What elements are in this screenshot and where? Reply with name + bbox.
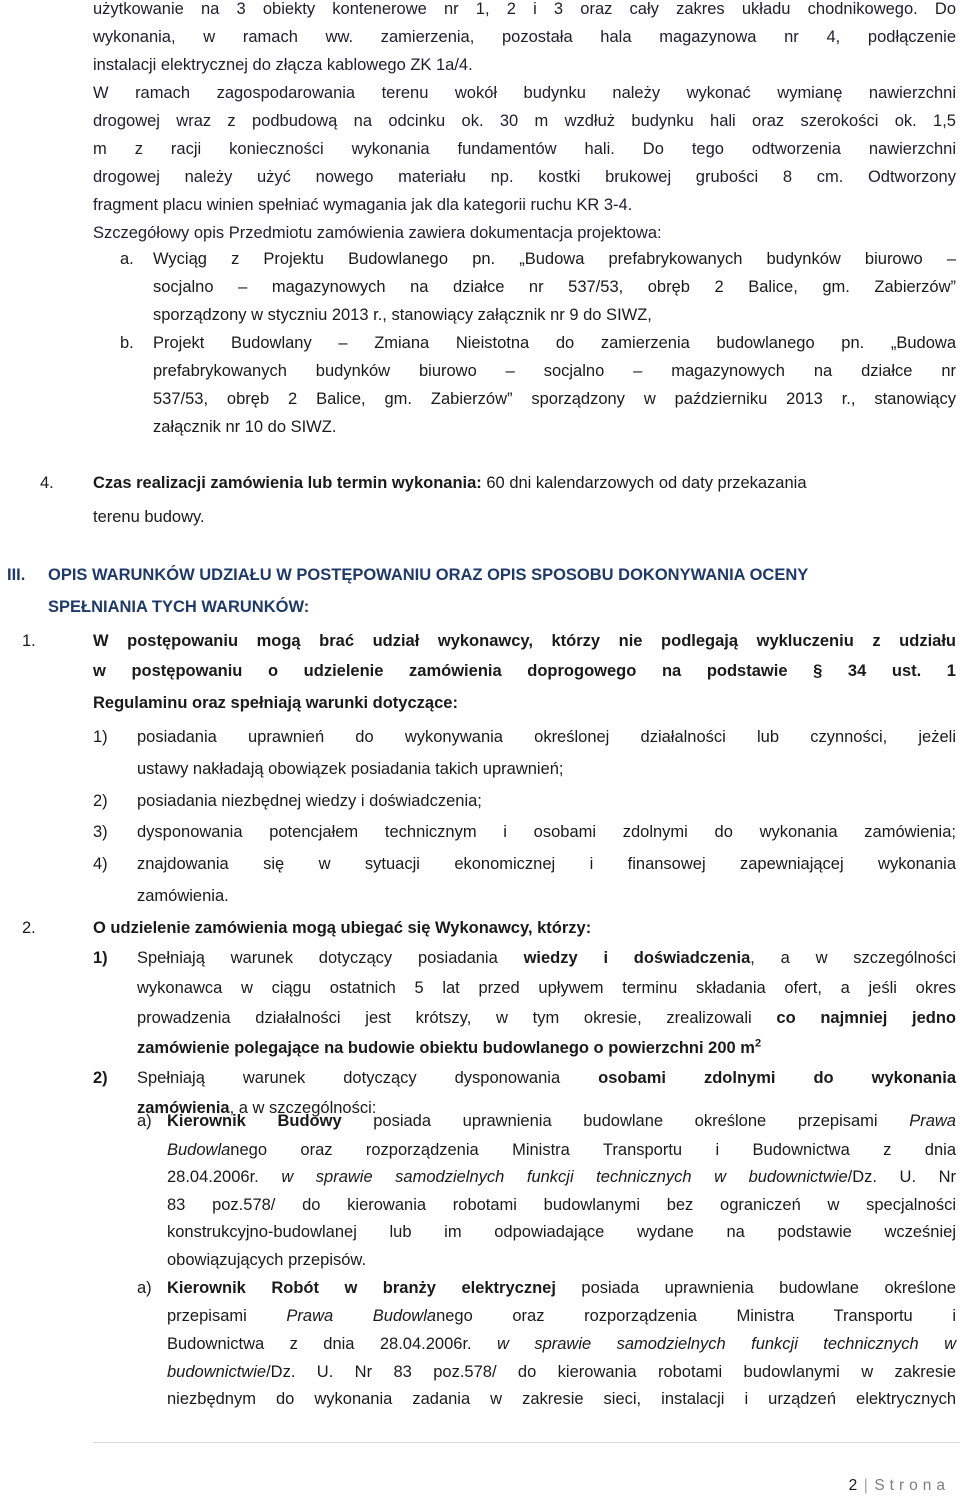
paragraph-line: wykonania, w ramach ww. zamierzenia, pozostała hala magazynowa nr 4, podłączenie xyxy=(93,28,956,46)
text-run: posiada uprawnienia budowlane określone xyxy=(555,1279,956,1297)
condition-line xyxy=(137,945,956,971)
text-run: /Dz. U. Nr 83 poz.578/ do kierowania robotami budowlanymi w zakresie xyxy=(266,1363,956,1381)
sub-item-line: konstrukcyjno-budowlanej lub im odpowiadające wydane na podstawie wcześniej xyxy=(167,1223,956,1241)
paragraph-line: W ramach zagospodarowania terenu wokół budynku należy wykonać wymianę nawierzchni xyxy=(93,84,956,102)
text-run-italic: w sprawie samodzielnych funkcji technicznych w xyxy=(497,1335,956,1353)
item4-text: 60 dni kalendarzowych od daty przekazania xyxy=(481,474,807,492)
text-run: 28.04.2006r. xyxy=(167,1168,282,1186)
text-run: Budownictwa z dnia 28.04.2006r. xyxy=(167,1335,498,1353)
text-run-bold: co najmniej jedno xyxy=(776,1009,956,1027)
item-line: W postępowaniu mogą brać udział wykonawcy, którzy nie podlegają wykluczeniu z udziału xyxy=(93,632,956,650)
list-item-line: dysponowania potencjałem technicznym i osobami zdolnymi do wykonania zamówienia; xyxy=(137,823,956,841)
sub-item-line: niezbędnym do wykonania zadania w zakresie sieci, instalacji i urządzeń elektrycznych xyxy=(167,1390,956,1408)
item-number: 2. xyxy=(22,919,36,937)
item4-line xyxy=(93,470,960,496)
list-item-line: Wyciąg z Projektu Budowlanego pn. „Budowa prefabrykowanych budynków biurowo – xyxy=(153,250,956,268)
list-item-line: zamówienia. xyxy=(137,887,229,905)
paragraph-line: instalacji elektrycznej do złącza kablowego ZK 1a/4. xyxy=(93,56,473,74)
section-title: SPEŁNIANIA TYCH WARUNKÓW: xyxy=(48,598,310,616)
text-run-italic: Prawa xyxy=(909,1112,956,1130)
paragraph-line: użytkowanie na 3 obiekty kontenerowe nr 1, 2 i 3 oraz cały zakres układu chodnikowego. Do xyxy=(93,0,956,18)
paragraph-line: m z racji konieczności wykonania fundamentów hali. Do tego odtworzenia nawierzchni xyxy=(93,140,956,158)
paragraph-line: fragment placu winien spełniać wymagania jak dla kategorii ruchu KR 3-4. xyxy=(93,196,633,214)
text-run: przepisami xyxy=(167,1307,287,1325)
condition-line xyxy=(137,1065,956,1091)
list-item-line: posiadania uprawnień do wykonywania określonej działalności lub czynności, jeżeli xyxy=(137,728,956,746)
list-marker: 1) xyxy=(93,728,108,746)
sub-item-line xyxy=(167,1108,956,1134)
text-run-bold: zamówienia xyxy=(137,1099,230,1117)
list-item-line: załącznik nr 10 do SIWZ. xyxy=(153,418,337,436)
text-run: /Dz. U. Nr xyxy=(847,1168,956,1186)
condition-line: wykonawca w ciągu ostatnich 5 lat przed upływem terminu składania ofert, a jeśli okres xyxy=(137,979,956,997)
list-marker: 1) xyxy=(93,949,108,967)
text-run: nego oraz rozporządzenia Ministra Transportu i Budownictwa z dnia xyxy=(230,1141,956,1159)
sub-item-line xyxy=(167,1164,956,1190)
paragraph-line: drogowej wraz z podbudową na odcinku ok. 30 m wzdłuż budynku hali oraz szerokości ok. 1,5 xyxy=(93,112,956,130)
sub-item-line: obowiązujących przepisów. xyxy=(167,1251,367,1269)
list-marker: a) xyxy=(137,1112,152,1130)
sub-item-line xyxy=(167,1359,956,1385)
text-run-bold: wiedzy i doświadczenia xyxy=(523,949,751,967)
list-item-line: sporządzony w styczniu 2013 r., stanowiący załącznik nr 9 do SIWZ, xyxy=(153,306,652,324)
list-item-line: ustawy nakładają obowiązek posiadania takich uprawnień; xyxy=(137,760,564,778)
page-number: 2 xyxy=(848,1477,858,1494)
text-run-bold: Kierownik Robót w branży elektrycznej xyxy=(167,1279,556,1297)
item-number: 1. xyxy=(22,632,36,650)
footer-page-word: Strona xyxy=(874,1477,950,1494)
text-run: , a w szczególności: xyxy=(229,1099,377,1117)
list-marker: a. xyxy=(120,250,134,268)
paragraph-line: Szczegółowy opis Przedmiotu zamówienia zawiera dokumentacja projektowa: xyxy=(93,224,662,242)
list-marker: a) xyxy=(137,1279,152,1297)
list-item-line: prefabrykowanych budynków biurowo – socjalno – magazynowych na działce nr xyxy=(153,362,956,380)
item4-line: terenu budowy. xyxy=(93,508,205,526)
text-run-italic: budownictwie xyxy=(167,1363,267,1381)
page-footer xyxy=(849,1477,950,1495)
sub-item-line xyxy=(167,1275,956,1301)
item-line: w postępowaniu o udzielenie zamówienia doprogowego na podstawie § 34 ust. 1 xyxy=(93,662,956,680)
text-run-bold: Kierownik Budowy xyxy=(167,1112,342,1130)
item-heading: O udzielenie zamówienia mogą ubiegać się Wykonawcy, którzy: xyxy=(93,919,592,937)
list-item-line: socjalno – magazynowych na działce nr 537/53, obręb 2 Balice, gm. Zabierzów” xyxy=(153,278,956,296)
text-run: Spełniają warunek dotyczący posiadania xyxy=(137,949,524,967)
condition-line xyxy=(137,1035,960,1061)
paragraph-line: drogowej należy użyć nowego materiału np. kostki brukowej grubości 8 cm. Odtworzony xyxy=(93,168,956,186)
item-line: Regulaminu oraz spełniają warunki dotyczące: xyxy=(93,694,458,712)
list-marker: 2) xyxy=(93,792,108,810)
footer-divider xyxy=(93,1442,960,1443)
section-title: OPIS WARUNKÓW UDZIAŁU W POSTĘPOWANIU ORAZ OPIS SPOSOBU DOKONYWANIA OCENY xyxy=(48,566,809,584)
text-run: , a w szczególności xyxy=(750,949,956,967)
sub-item-line: 83 poz.578/ do kierowania robotami budowlanymi bez ograniczeń w specjalności xyxy=(167,1196,956,1214)
item-number: 4. xyxy=(40,474,54,492)
text-run: prowadzenia działalności jest krótszy, w tym okresie, zrealizowali xyxy=(137,1009,777,1027)
list-marker: 3) xyxy=(93,823,108,841)
list-marker: 4) xyxy=(93,855,108,873)
text-run-bold: osobami zdolnymi do wykonania xyxy=(598,1069,956,1087)
item4-label: Czas realizacji zamówienia lub termin wykonania: xyxy=(93,474,482,492)
superscript: 2 xyxy=(754,1037,762,1050)
condition-line xyxy=(137,1005,956,1031)
text-run: nego oraz rozporządzenia Ministra Transportu i xyxy=(436,1307,956,1325)
text-run: posiada uprawnienia budowlane określone przepisami xyxy=(341,1112,910,1130)
sub-item-line xyxy=(167,1331,956,1357)
text-run-bold: zamówienie polegające na budowie obiektu budowlanego o powierzchni 200 m xyxy=(137,1039,755,1057)
text-run: Spełniają warunek dotyczący dysponowania xyxy=(137,1069,599,1087)
list-item-line: znajdowania się w sytuacji ekonomicznej i finansowej zapewniającej wykonania xyxy=(137,855,956,873)
section-number: III. xyxy=(7,566,26,584)
list-item-line: posiadania niezbędnej wiedzy i doświadczenia; xyxy=(137,792,482,810)
footer-separator: | xyxy=(863,1477,869,1494)
text-run-italic: w sprawie samodzielnych funkcji technicznych w budownictwie xyxy=(281,1168,848,1186)
list-marker: 2) xyxy=(93,1069,108,1087)
sub-item-line xyxy=(167,1303,956,1329)
list-item-line: Projekt Budowlany – Zmiana Nieistotna do zamierzenia budowlanego pn. „Budowa xyxy=(153,334,956,352)
sub-item-line xyxy=(167,1137,956,1163)
list-marker: b. xyxy=(120,334,134,352)
text-run-italic: Budowla xyxy=(167,1141,231,1159)
list-item-line: 537/53, obręb 2 Balice, gm. Zabierzów” sporządzony w październiku 2013 r., stanowiący xyxy=(153,390,956,408)
text-run-italic: Prawa Budowla xyxy=(286,1307,437,1325)
